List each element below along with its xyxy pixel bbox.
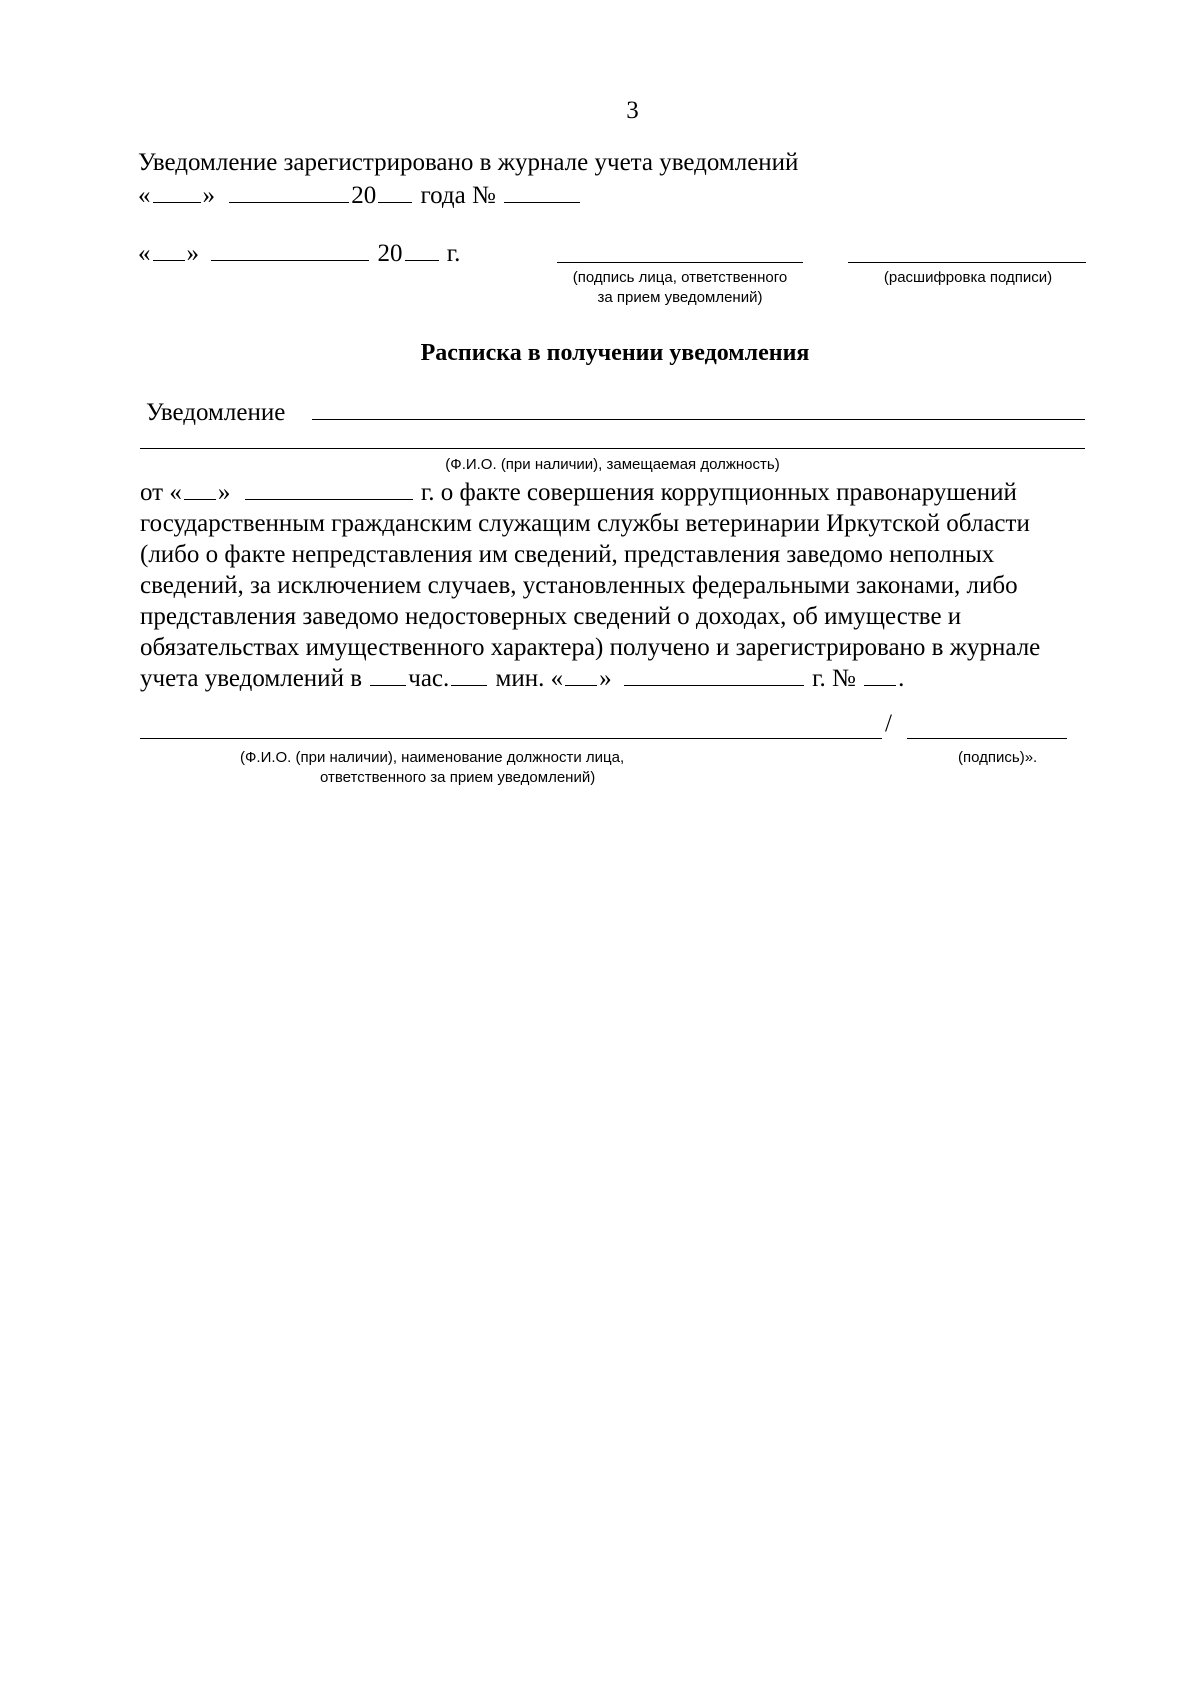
date-month-blank [211, 238, 369, 261]
responsible-signature-line-bottom [907, 738, 1067, 739]
signature-caption: (подпись)». [958, 749, 1038, 766]
body-line: представления заведомо недостоверных сведений о доходах, об имуществе и [140, 603, 962, 630]
month-blank [229, 180, 349, 203]
body-line: обязательствах имущественного характера) получено и зарегистрировано в журнале [140, 634, 1041, 661]
notice-fio-line [312, 419, 1085, 420]
registration-statement: Уведомление зарегистрировано в журнале учета уведомлений [138, 149, 799, 176]
responsible-fio-line [140, 738, 882, 739]
date-line: « » 20 г. [138, 240, 461, 267]
body-line: государственным гражданским служащим службы ветеринарии Иркутской области [140, 510, 1030, 537]
page-number: 3 [626, 97, 639, 124]
signature-decoding-line [848, 262, 1086, 263]
responsible-signature-line [557, 262, 803, 263]
registration-number-blank [504, 180, 580, 203]
responsible-signature-caption: (подпись лица, ответственного за прием уведомлений) [572, 269, 788, 306]
time-month-blank [624, 663, 804, 686]
receipt-from-line: от « » г. о факте совершения коррупционных правонарушений [140, 479, 1017, 506]
from-day-blank [184, 477, 216, 500]
fio-position-caption: (Ф.И.О. (при наличии), замещаемая должность) [445, 456, 780, 473]
time-number-blank [864, 663, 896, 686]
slash-separator: / [885, 710, 892, 737]
notice-position-line [140, 448, 1085, 449]
responsible-fio-caption: (Ф.И.О. (при наличии), наименование должности лица, ответственного за прием уведомлений) [240, 749, 625, 786]
receipt-body [140, 508, 1085, 663]
notice-label: Уведомление [146, 399, 286, 426]
date-year-blank [405, 238, 439, 261]
minute-blank [451, 663, 487, 686]
body-line: сведений, за исключением случаев, установленных федеральными законами, либо [140, 572, 1018, 599]
date-day-blank [153, 238, 185, 261]
from-month-blank [245, 477, 413, 500]
year-blank [378, 180, 412, 203]
registration-time-line: учета уведомлений в час. мин. « » г. № . [140, 665, 905, 692]
hour-blank [370, 663, 406, 686]
signature-decoding-caption: (расшифровка подписи) [883, 269, 1053, 286]
time-day-blank [565, 663, 597, 686]
registration-date-line: « » 20 года № [138, 180, 582, 212]
body-line: (либо о факте непредставления им сведений, представления заведомо неполных [140, 541, 995, 568]
receipt-title: Расписка в получении уведомления [420, 340, 810, 366]
day-blank [153, 180, 201, 203]
